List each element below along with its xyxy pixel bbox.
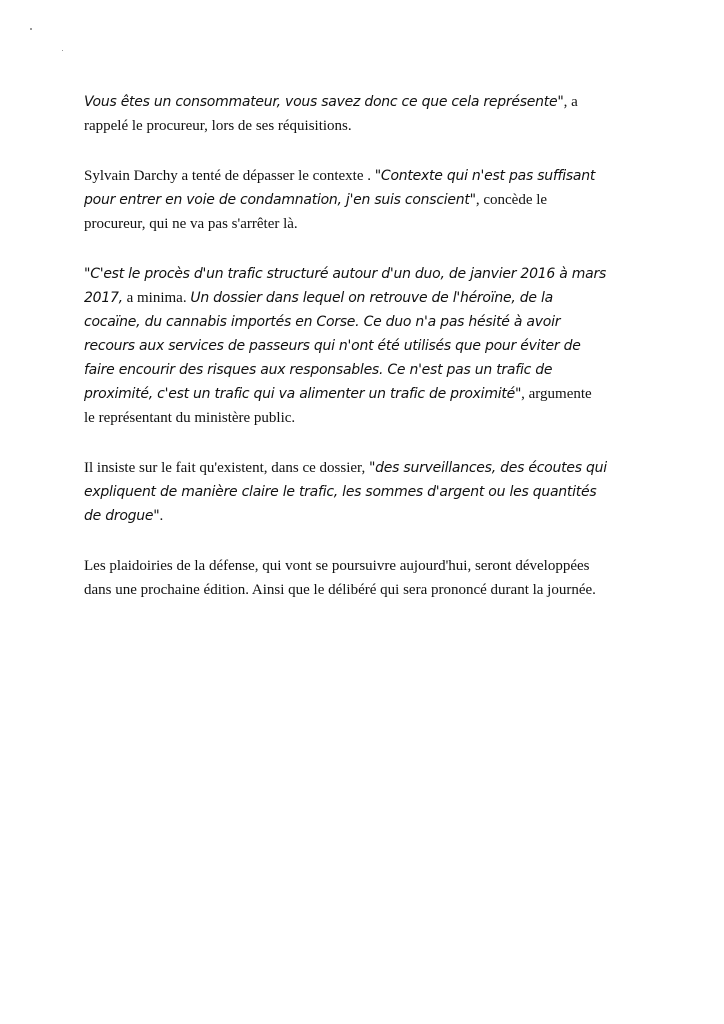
text-line [84,382,684,406]
quote-text: Un dossier dans lequel on retrouve de l'héroïne, de la [190,290,553,306]
text-line [84,456,684,480]
text-line [84,406,684,430]
text-line [84,114,684,138]
body-text: , concède le [475,192,548,208]
text-line [84,164,684,188]
body-text: , argumente [521,386,592,402]
body-text: le représentant du ministère public. [84,410,296,426]
text-line [84,310,684,334]
body-text: rappelé le procureur, lors de ses réquisitions. [84,118,352,134]
text-line [84,504,684,528]
paragraph [84,554,684,602]
quote-text: cocaïne, du cannabis importés en Corse. Ce duo n'a pas hésité à avoir [84,314,561,330]
quote-text: "Contexte qui n'est pas suffisant [374,168,596,184]
text-line [84,358,684,382]
paragraph [84,164,684,236]
body-text: Les plaidoiries de la défense, qui vont se poursuivre aujourd'hui, seront développées [84,558,590,574]
quote-text: "des surveillances, des écoutes qui [368,460,607,476]
quote-text: proximité, c'est un trafic qui va alimenter un trafic de proximité" [84,386,522,402]
text-line [84,90,684,114]
body-text: , a [563,94,578,110]
scan-speck [30,28,32,30]
quote-text: recours aux services de passeurs qui n'ont été utilisés que pour éviter de [84,338,581,354]
text-line [84,188,684,212]
quote-text: faire encourir des risques aux responsables. Ce n'est pas un trafic de [84,362,553,378]
body-text: dans une prochaine édition. Ainsi que le délibéré qui sera prononcé durant la journée. [84,582,596,598]
paragraph [84,456,684,528]
text-line [84,212,684,236]
quote-text: pour entrer en voie de condamnation, j'en suis conscient" [84,192,476,208]
body-text: a minima. [122,290,191,306]
quote-text: Vous êtes un consommateur, vous savez donc ce que cela représente" [84,94,564,110]
quote-text: de drogue" [84,508,160,524]
text-line [84,334,684,358]
paragraph [84,90,684,138]
body-text: Sylvain Darchy a tenté de dépasser le contexte . [84,168,375,184]
text-line [84,554,684,578]
body-text: Il insiste sur le fait qu'existent, dans ce dossier, [84,460,369,476]
scan-speck [62,50,63,51]
quote-text: 2017, [84,290,123,306]
text-line [84,286,684,310]
quote-text: expliquent de manière claire le trafic, les sommes d'argent ou les quantités [84,484,597,500]
paragraph [84,262,684,430]
quote-text: "C'est le procès d'un trafic structuré autour d'un duo, de janvier 2016 à mars [84,266,607,282]
body-text: . [159,508,164,524]
text-line [84,578,684,602]
document-body [84,90,684,628]
body-text: procureur, qui ne va pas s'arrêter là. [84,216,298,232]
text-line [84,262,684,286]
text-line [84,480,684,504]
